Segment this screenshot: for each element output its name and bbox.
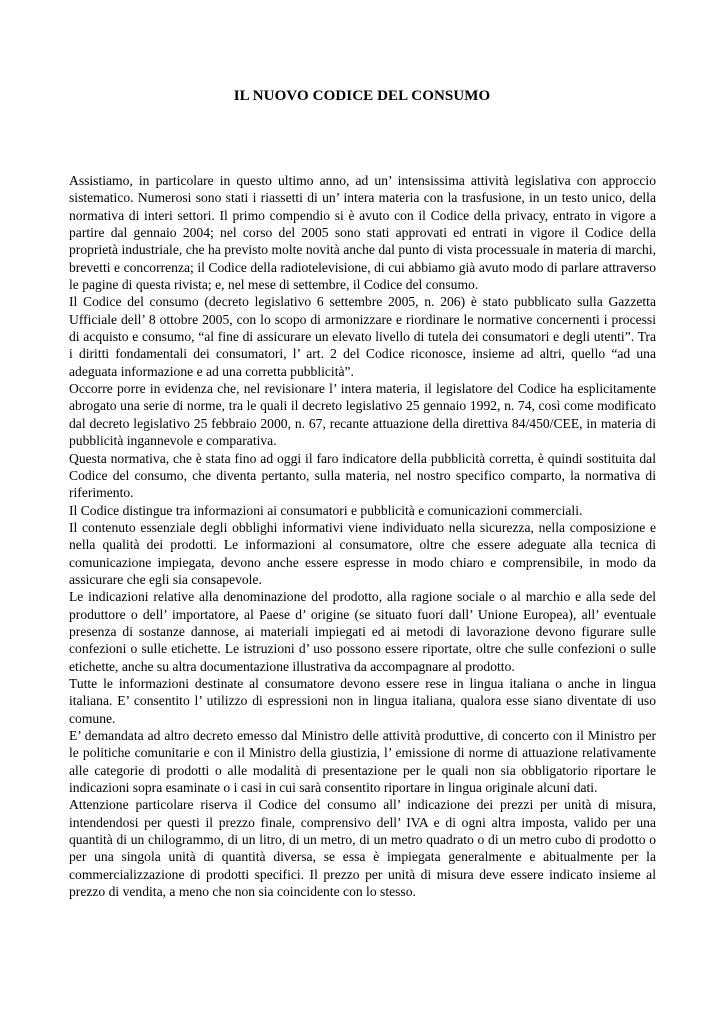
- paragraph: Il contenuto essenziale degli obblighi informativi viene individuato nella sicurezza, nella composizione e nella qualità dei prodotti. Le informazioni al consumatore, oltre che essere adeguate alla tecnica di comunicazione impiegata, devono anche essere espresse in modo chiaro e comprensibile, in modo da assicurare che egli sia consapevole.: [69, 519, 656, 587]
- paragraph: E’ demandata ad altro decreto emesso dal Ministro delle attività produttive, di concerto con il Ministro per le politiche comunitarie e con il Ministro della giustizia, l’ emissione di norme di attuazione relativamente alle categorie di prodotti o alle modalità di presentazione per le quali non sia obbligatorio riportare le indicazioni sopra esaminate o i casi in cui sarà consentito riportare in lingua originale alcuni dati.: [69, 728, 656, 796]
- paragraph: Occorre porre in evidenza che, nel revisionare l’ intera materia, il legislatore del Codice ha esplicitamente abrogato una serie di norme, tra le quali il decreto legislativo 25 gennaio 1992, n. 74, così come modificato dal decreto legislativo 25 febbraio 2000, n. 67, recante attuazione della direttiva 84/450/CEE, in materia di pubblicità ingannevole e comparativa.: [69, 381, 656, 449]
- paragraph: Tutte le informazioni destinate al consumatore devono essere rese in lingua italiana o anche in lingua italiana. E’ consentito l’ utilizzo di espressioni non in lingua italiana, qualora esse siano diventate di uso comune.: [69, 675, 656, 726]
- document-body: [69, 172, 656, 900]
- paragraph: Il Codice distingue tra informazioni ai consumatori e pubblicità e comunicazioni commerciali.: [69, 502, 583, 518]
- paragraph: Il Codice del consumo (decreto legislativo 6 settembre 2005, n. 206) è stato pubblicato sulla Gazzetta Ufficiale dell’ 8 ottobre 2005, con lo scopo di armonizzare e riordinare le normative concernenti i processi di acquisto e consumo, “al fine di assicurare un elevato livello di tutela dei consumatori e degli utenti”. Tra i diritti fondamentali dei consumatori, l’ art. 2 del Codice riconosce, insieme ad altri, quello “ad una adeguata informazione e ad una corretta pubblicità”.: [69, 294, 656, 379]
- paragraph: Questa normativa, che è stata fino ad oggi il faro indicatore della pubblicità corretta, è quindi sostituita dal Codice del consumo, che diventa pertanto, sulla materia, nel nostro specifico comparto, la normativa di riferimento.: [69, 450, 656, 501]
- paragraph: Le indicazioni relative alla denominazione del prodotto, alla ragione sociale o al marchio e alla sede del produttore o dell’ importatore, al Paese d’ origine (se situato fuori dall’ Unione Europea), all’ eventuale presenza di sostanze dannose, ai materiali impiegati ed ai metodi di lavorazione devono figurare sulle confezioni o sulle etichette. Le istruzioni d’ uso possono essere riportate, oltre che sulle confezioni o sulle etichette, anche su altra documentazione illustrativa da accompagnare al prodotto.: [69, 589, 656, 674]
- paragraph: Assistiamo, in particolare in questo ultimo anno, ad un’ intensissima attività legislativa con approccio sistematico. Numerosi sono stati i riassetti di un’ intera materia con la trasfusione, in un testo unico, della normativa di interi settori. Il primo compendio si è avuto con il Codice della privacy, entrato in vigore a partire dal gennaio 2004; nel corso del 2005 sono stati approvati ed entrati in vigore il Codice della proprietà industriale, che ha previsto molte novità anche dal punto di vista processuale in materia di marchi, brevetti e concorrenza; il Codice della radiotelevisione, di cui abbiamo già avuto modo di parlare attraverso le pagine di questa rivista; e, nel mese di settembre, il Codice del consumo.: [69, 173, 656, 293]
- paragraph: Attenzione particolare riserva il Codice del consumo all’ indicazione dei prezzi per unità di misura, intendendosi per questi il prezzo finale, comprensivo dell’ IVA e di ogni altra imposta, valido per una quantità di un chilogrammo, di un litro, di un metro, di un metro quadrato o di un metro cubo di prodotto o per una singola unità di quantità diversa, se essa è impiegata generalmente e abitualmente per la commercializzazione di prodotti specifici. Il prezzo per unità di misura deve essere indicato insieme al prezzo di vendita, a meno che non sia coincidente con lo stesso.: [69, 797, 656, 900]
- document-title: IL NUOVO CODICE DEL CONSUMO: [233, 88, 491, 104]
